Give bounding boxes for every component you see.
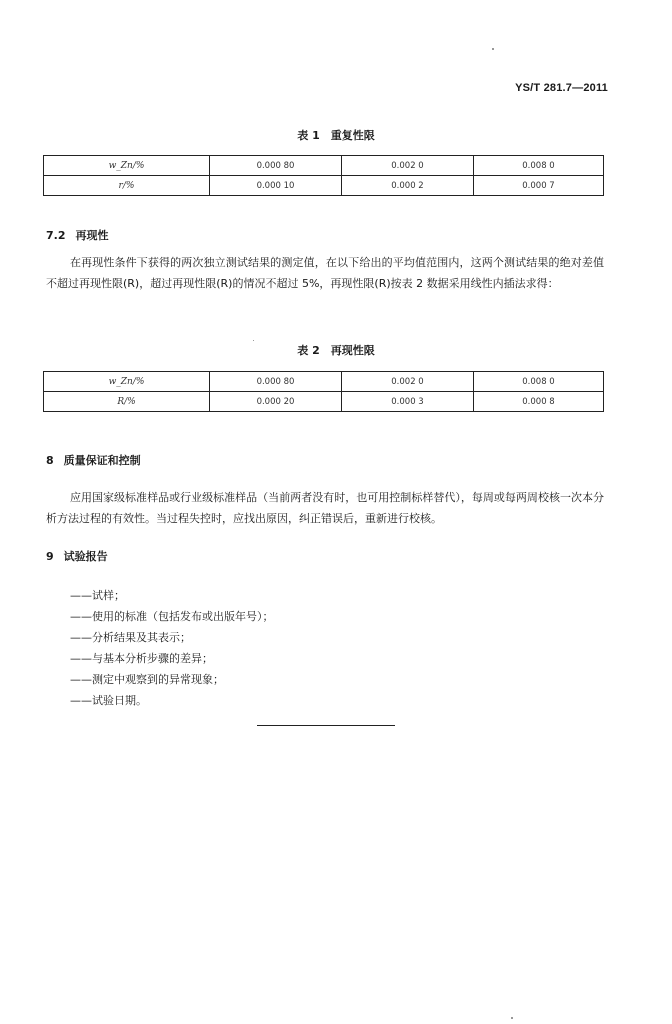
- table-cell: 0.002 0: [342, 372, 474, 392]
- table-row: [44, 372, 604, 392]
- table-cell: 0.000 10: [210, 176, 342, 196]
- section-number: 7.2: [46, 229, 66, 242]
- table-row-label: w_Zn/%: [44, 372, 210, 392]
- section-7-2-paragraph: 在再现性条件下获得的两次独立测试结果的测定值，在以下给出的平均值范围内，这两个测试结果的绝对差值不超过再现性限(R)，超过再现性限(R)的情况不超过 5%，再现性限(R)按表 2 数据采用线性内插法求得：: [46, 256, 604, 290]
- scan-speck: [492, 48, 494, 50]
- table-row-label: r/%: [44, 176, 210, 196]
- scan-speck: [253, 340, 254, 341]
- table-cell: 0.008 0: [474, 156, 604, 176]
- table-cell: 0.000 20: [210, 392, 342, 412]
- standard-code: YS/T 281.7—2011: [515, 82, 608, 94]
- table-2-caption: 表 2 再现性限: [297, 344, 375, 357]
- table-cell: 0.000 3: [342, 392, 474, 412]
- table-1-caption: 表 1 重复性限: [297, 129, 375, 142]
- table-cell: 0.000 7: [474, 176, 604, 196]
- section-7-2-heading: [46, 227, 109, 243]
- section-9-heading: [46, 548, 108, 564]
- table-2-reproducibility-limit: [43, 371, 604, 412]
- section-title: 质量保证和控制: [63, 454, 141, 467]
- section-title: 试验报告: [63, 550, 108, 563]
- table-row-label: R/%: [44, 392, 210, 412]
- end-rule: [257, 725, 395, 726]
- section-number: 8: [46, 454, 54, 467]
- table-cell: 0.008 0: [474, 372, 604, 392]
- table-cell: 0.000 80: [210, 156, 342, 176]
- table-cell: 0.000 8: [474, 392, 604, 412]
- table-cell: 0.000 80: [210, 372, 342, 392]
- list-item: ——与基本分析步骤的差异；: [70, 652, 213, 665]
- list-item: ——试样；: [70, 589, 125, 602]
- table-row-label: w_Zn/%: [44, 156, 210, 176]
- list-item: ——测定中观察到的异常现象；: [70, 673, 224, 686]
- list-item: ——试验日期。: [70, 694, 147, 707]
- table-row: [44, 392, 604, 412]
- section-number: 9: [46, 550, 54, 563]
- table-row: [44, 176, 604, 196]
- list-item: ——使用的标准（包括发布或出版年号）；: [70, 610, 274, 623]
- section-8-heading: [46, 452, 141, 468]
- section-title: 再现性: [75, 229, 109, 242]
- table-row: [44, 156, 604, 176]
- table-1-repeatability-limit: [43, 155, 604, 196]
- table-cell: 0.000 2: [342, 176, 474, 196]
- section-8-paragraph: 应用国家级标准样品或行业级标准样品（当前两者没有时，也可用控制标样替代），每周或每两周校核一次本分析方法过程的有效性。当过程失控时，应找出原因，纠正错误后，重新进行校核。: [46, 491, 604, 525]
- test-report-items: [70, 585, 274, 711]
- scan-speck: [511, 1017, 513, 1019]
- list-item: ——分析结果及其表示；: [70, 631, 191, 644]
- table-cell: 0.002 0: [342, 156, 474, 176]
